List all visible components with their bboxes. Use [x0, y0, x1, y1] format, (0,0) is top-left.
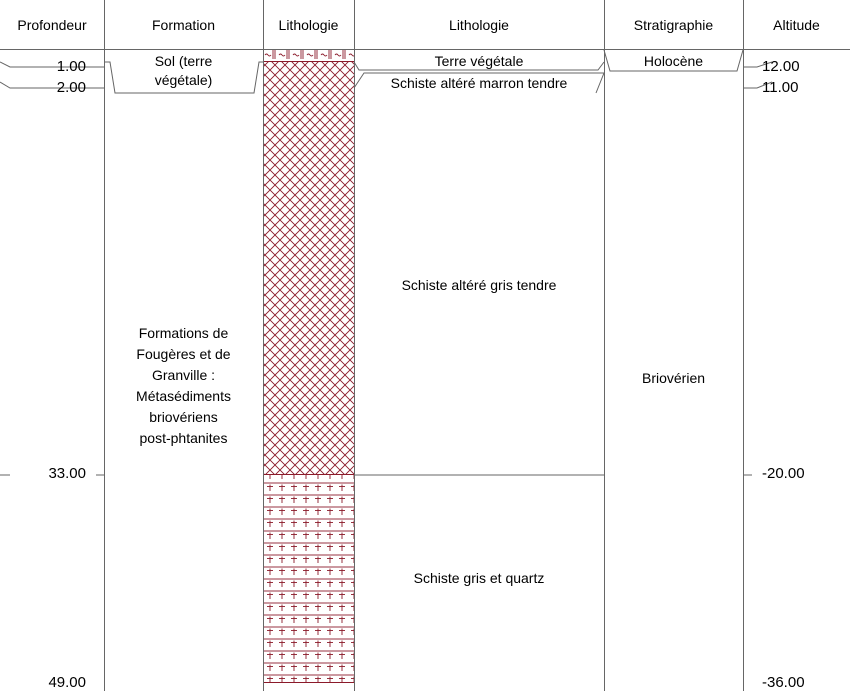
formation-line: Fougères et de	[136, 346, 231, 362]
litho-soil-fill	[264, 50, 354, 61]
header-lithologie-description: Lithologie	[449, 16, 509, 33]
depth-label: 49.00	[48, 674, 86, 691]
litho-label-terre-vegetale: Terre végétale	[434, 53, 524, 69]
formation-line: Formations de	[138, 325, 229, 341]
header-stratigraphie: Stratigraphie	[633, 16, 714, 33]
header-profondeur: Profondeur	[17, 16, 87, 33]
strat-label-brioverien: Briovérien	[641, 370, 706, 386]
depth-label: 2.00	[56, 79, 86, 96]
formation-brioverien-label	[104, 323, 263, 449]
litho-label-schiste-gris-tendre: Schiste altéré gris tendre	[401, 277, 557, 293]
header-lithologie-graphic: Lithologie	[278, 16, 339, 33]
formation-line: Granville :	[151, 367, 216, 383]
formation-line: Sol (terre	[154, 53, 213, 69]
formation-line: briovériens	[149, 409, 218, 425]
altitude-label: 12.00	[762, 58, 800, 75]
litho-label-schiste-quartz: Schiste gris et quartz	[413, 570, 545, 586]
depth-label: 1.00	[56, 58, 86, 75]
strat-label-holocene: Holocène	[643, 53, 704, 69]
depth-label: 33.00	[48, 465, 86, 482]
litho-schist-weathered-fill	[264, 61, 354, 475]
depth-tick-2	[0, 82, 104, 88]
formation-line: post-phtanites	[139, 430, 228, 446]
formation-sol-label	[104, 52, 263, 90]
altitude-label: -36.00	[762, 674, 805, 691]
formation-line: végétale)	[154, 72, 213, 88]
altitude-label: 11.00	[762, 79, 799, 96]
header-altitude: Altitude	[773, 16, 820, 33]
formation-line: Métasédiments	[136, 388, 231, 404]
altitude-label: -20.00	[762, 465, 805, 482]
depth-tick-1	[0, 62, 104, 67]
header-formation: Formation	[151, 16, 216, 33]
litho-label-schiste-marron: Schiste altéré marron tendre	[390, 75, 568, 91]
litho-schist-quartz-fill	[264, 475, 354, 683]
